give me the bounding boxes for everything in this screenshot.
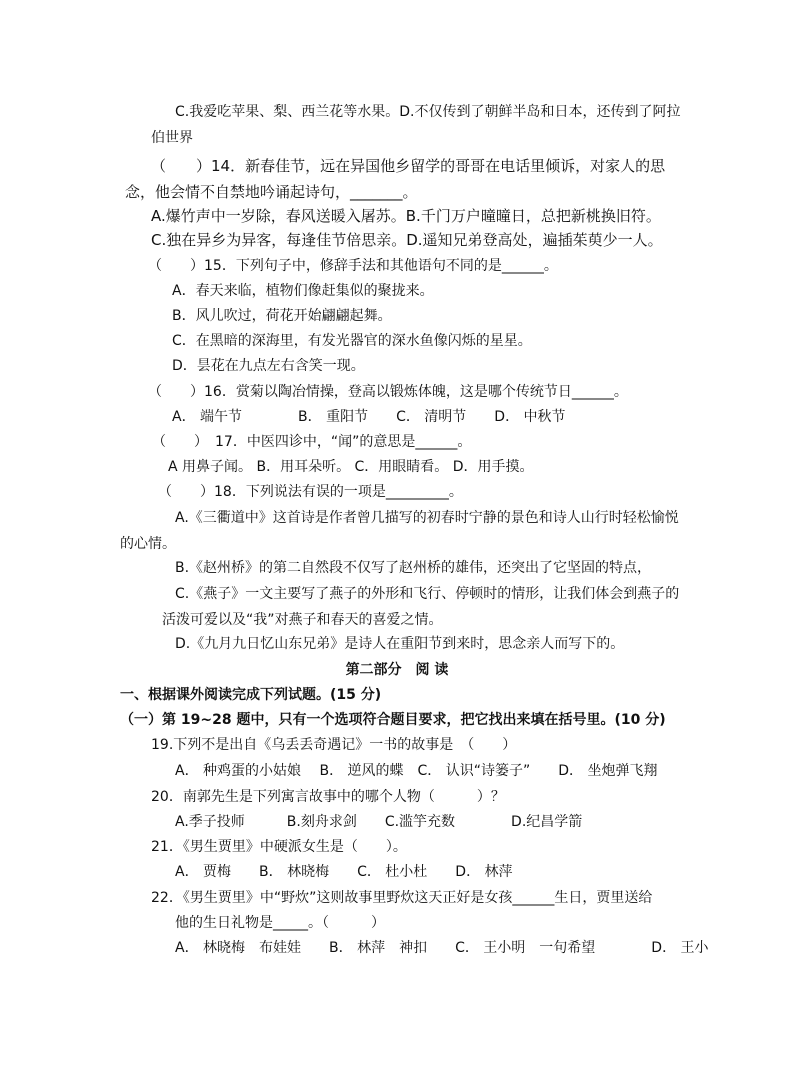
question-20: 20．南郭先生是下列寓言故事中的哪个人物（ ）？ bbox=[151, 789, 505, 805]
option-line: A． 种鸡蛋的小姑娘 B． 逆风的蝶 C． 认识“诗篓子” D． 坐炮弹飞翔 bbox=[175, 763, 658, 779]
question-16: （ ）16．赏菊以陶冶情操，登高以锻炼体魄，这是哪个传统节日______。 bbox=[148, 384, 628, 400]
section-title: 第二部分 阅 读 bbox=[345, 662, 449, 678]
text-line: 的心情。 bbox=[120, 536, 176, 552]
question-17: （ ） 17．中医四诊中，“闻”的意思是______。 bbox=[152, 434, 472, 450]
option-line: B.《赵州桥》的第二自然段不仅写了赵州桥的雄伟，还突出了它坚固的特点， bbox=[175, 560, 652, 576]
option-line: C．在黑暗的深海里，有发光器官的深水鱼像闪烁的星星。 bbox=[172, 333, 532, 349]
option-line: D．昙花在九点左右含笑一现。 bbox=[172, 358, 365, 374]
text-line: 伯世界 bbox=[151, 130, 193, 146]
option-line: A.《三衢道中》这首诗是作者曾几描写的初春时宁静的景色和诗人山行时轻松愉悦 bbox=[175, 510, 679, 526]
option-line: A.爆竹声中一岁除，春风送暖入屠苏。B.千门万户曈曈日，总把新桃换旧符。 bbox=[151, 207, 661, 225]
question-18: （ ）18．下列说法有误的一项是_________。 bbox=[158, 484, 463, 500]
question-21: 21．《男生贾里》中硬派女生是（ ）。 bbox=[151, 839, 407, 855]
option-line: C.《燕子》一文主要写了燕子的外形和飞行、停顿时的情形，让我们体会到燕子的 bbox=[175, 586, 680, 602]
option-line: A 用鼻子闻。 B．用耳朵听。 C．用眼睛看。 D．用手摸。 bbox=[168, 459, 534, 475]
option-line: A． 端午节 B． 重阳节 C． 清明节 D． 中秋节 bbox=[172, 409, 566, 425]
option-line: A.季子投师 B.刻舟求剑 C.滥竽充数 D.纪昌学箭 bbox=[175, 814, 583, 830]
question-14: （ ）14．新春佳节，远在异国他乡留学的哥哥在电话里倾诉，对家人的思 bbox=[151, 157, 666, 175]
text-line: C.我爱吃苹果、梨、西兰花等水果。D.不仅传到了朝鲜半岛和日本，还传到了阿拉 bbox=[175, 104, 681, 120]
option-line: C.独在异乡为异客，每逢佳节倍思亲。D.遥知兄弟登高处，遍插茱萸少一人。 bbox=[151, 231, 663, 249]
question-22: 22．《男生贾里》中“野炊”这则故事里野炊这天正好是女孩______生日，贾里送给 bbox=[151, 890, 653, 906]
question-19: 19.下列不是出自《乌丢丢奇遇记》一书的故事是 （ ） bbox=[151, 737, 517, 753]
option-line: B．风儿吹过，荷花开始翩翩起舞。 bbox=[172, 308, 392, 324]
subsection-heading: （一）第 19~28 题中，只有一个选项符合题目要求，把它找出来填在括号里。(10 分) bbox=[120, 712, 666, 728]
section-heading: 一、根据课外阅读完成下列试题。(15 分) bbox=[120, 687, 382, 703]
text-line: 活泼可爱以及“我”对燕子和春天的喜爱之情。 bbox=[162, 612, 443, 628]
question-15: （ ）15．下列句子中，修辞手法和其他语句不同的是______。 bbox=[148, 258, 558, 274]
option-line: D.《九月九日忆山东兄弟》是诗人在重阳节到来时，思念亲人而写下的。 bbox=[175, 636, 625, 652]
option-line: A． 林晓梅 布娃娃 B． 林萍 神扣 C． 王小明 一句希望 D． 王小 bbox=[175, 940, 709, 956]
text-line: 他的生日礼物是_____。（ ） bbox=[175, 915, 385, 931]
option-line: A． 贾梅 B． 林晓梅 C． 杜小杜 D． 林萍 bbox=[175, 864, 513, 880]
text-line: 念，他会情不自禁地吟诵起诗句，_______。 bbox=[125, 183, 418, 201]
option-line: A．春天来临，植物们像赶集似的聚拢来。 bbox=[172, 283, 434, 299]
